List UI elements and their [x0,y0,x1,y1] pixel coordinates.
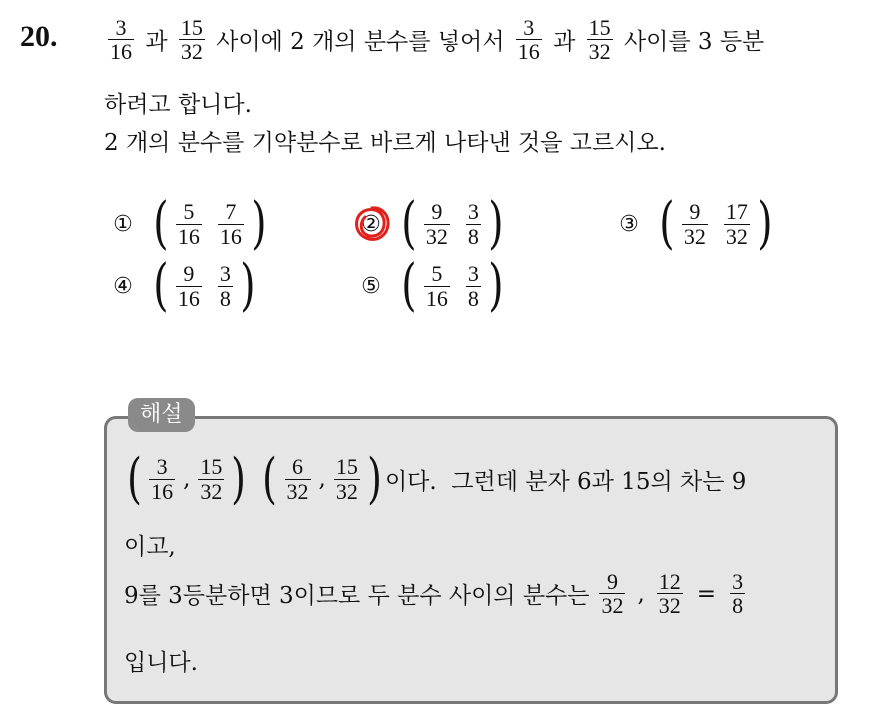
solution-text: 이다. 그런데 분자 6과 15의 차는 9 [384,468,747,495]
fraction: $\frac{17}{32}$ [725,199,748,249]
choice-4[interactable] [108,253,259,318]
fraction: $\frac{15}{32}$ [588,15,611,65]
fraction: $\frac{15}{32}$ [200,454,223,504]
question-number: 20. [20,20,58,53]
fraction: $\frac{9}{32}$ [683,199,706,249]
left-paren: ( [127,447,142,510]
right-paren: ) [488,253,504,318]
solution-line-2: 이고, [124,534,176,560]
right-paren: ) [240,253,256,318]
left-paren: ( [153,191,169,256]
question-line-2: 하려고 합니다. [104,92,252,118]
comma: , [183,466,191,492]
choice-1[interactable] [108,191,270,256]
choice-number: ⑤ [361,273,381,299]
fraction: $\frac{3}{8}$ [467,199,479,249]
fraction: $\frac{5}{16}$ [177,199,200,249]
fraction: $\frac{9}{32}$ [425,199,448,249]
left-paren: ( [153,253,169,318]
right-paren: ) [757,191,773,256]
question-text: 사이에 2 개의 분수를 넣어서 [216,29,505,56]
fraction: $\frac{7}{16}$ [219,199,242,249]
fraction: $\frac{5}{16}$ [425,261,448,311]
right-paren: ) [367,447,382,510]
choice-3[interactable] [614,191,776,256]
fraction: $\frac{15}{32}$ [335,454,358,504]
solution-tag: 해설 [128,398,195,432]
fraction: $\frac{3}{8}$ [467,261,479,311]
fraction: $\frac{3}{8}$ [732,569,744,619]
question-text: 과 [145,29,168,56]
fraction: $\frac{3}{16}$ [110,15,132,65]
fraction: $\frac{9}{32}$ [601,569,624,619]
fraction: $\frac{6}{32}$ [286,454,309,504]
question-line-3: 2 개의 분수를 기약분수로 바르게 나타낸 것을 고르시오. [104,130,666,156]
left-paren: ( [401,253,417,318]
answer-mark-icon [352,204,392,244]
left-paren: ( [401,191,417,256]
left-paren: ( [659,191,675,256]
right-paren: ) [488,191,504,256]
solution-text: 9를 3등분하면 3이므로 두 분수 사이의 분수는 [124,583,590,610]
fraction: $\frac{12}{32}$ [658,569,681,619]
fraction: $\frac{9}{16}$ [177,261,200,311]
choice-number: ① [113,211,133,237]
choice-number: ③ [619,211,639,237]
fraction: $\frac{3}{8}$ [219,261,231,311]
question-line-1 [104,16,764,63]
choice-number: ② [361,211,381,237]
choice-number: ④ [113,273,133,299]
comma: , [637,580,645,607]
right-paren: ) [231,447,247,510]
solution-line-3 [124,570,749,617]
comma: , [318,466,326,492]
choice-5[interactable] [356,253,507,318]
question-text: 사이를 3 등분 [623,29,765,56]
equals: = [696,580,717,607]
left-paren: ( [262,447,278,510]
right-paren: ) [251,191,267,256]
fraction: $\frac{3}{16}$ [151,454,174,504]
solution-line-4: 입니다. [124,650,198,676]
question-text: 과 [553,29,576,56]
fraction: $\frac{15}{32}$ [180,15,203,65]
solution-line-1 [124,447,747,510]
fraction: $\frac{3}{16}$ [517,15,540,65]
